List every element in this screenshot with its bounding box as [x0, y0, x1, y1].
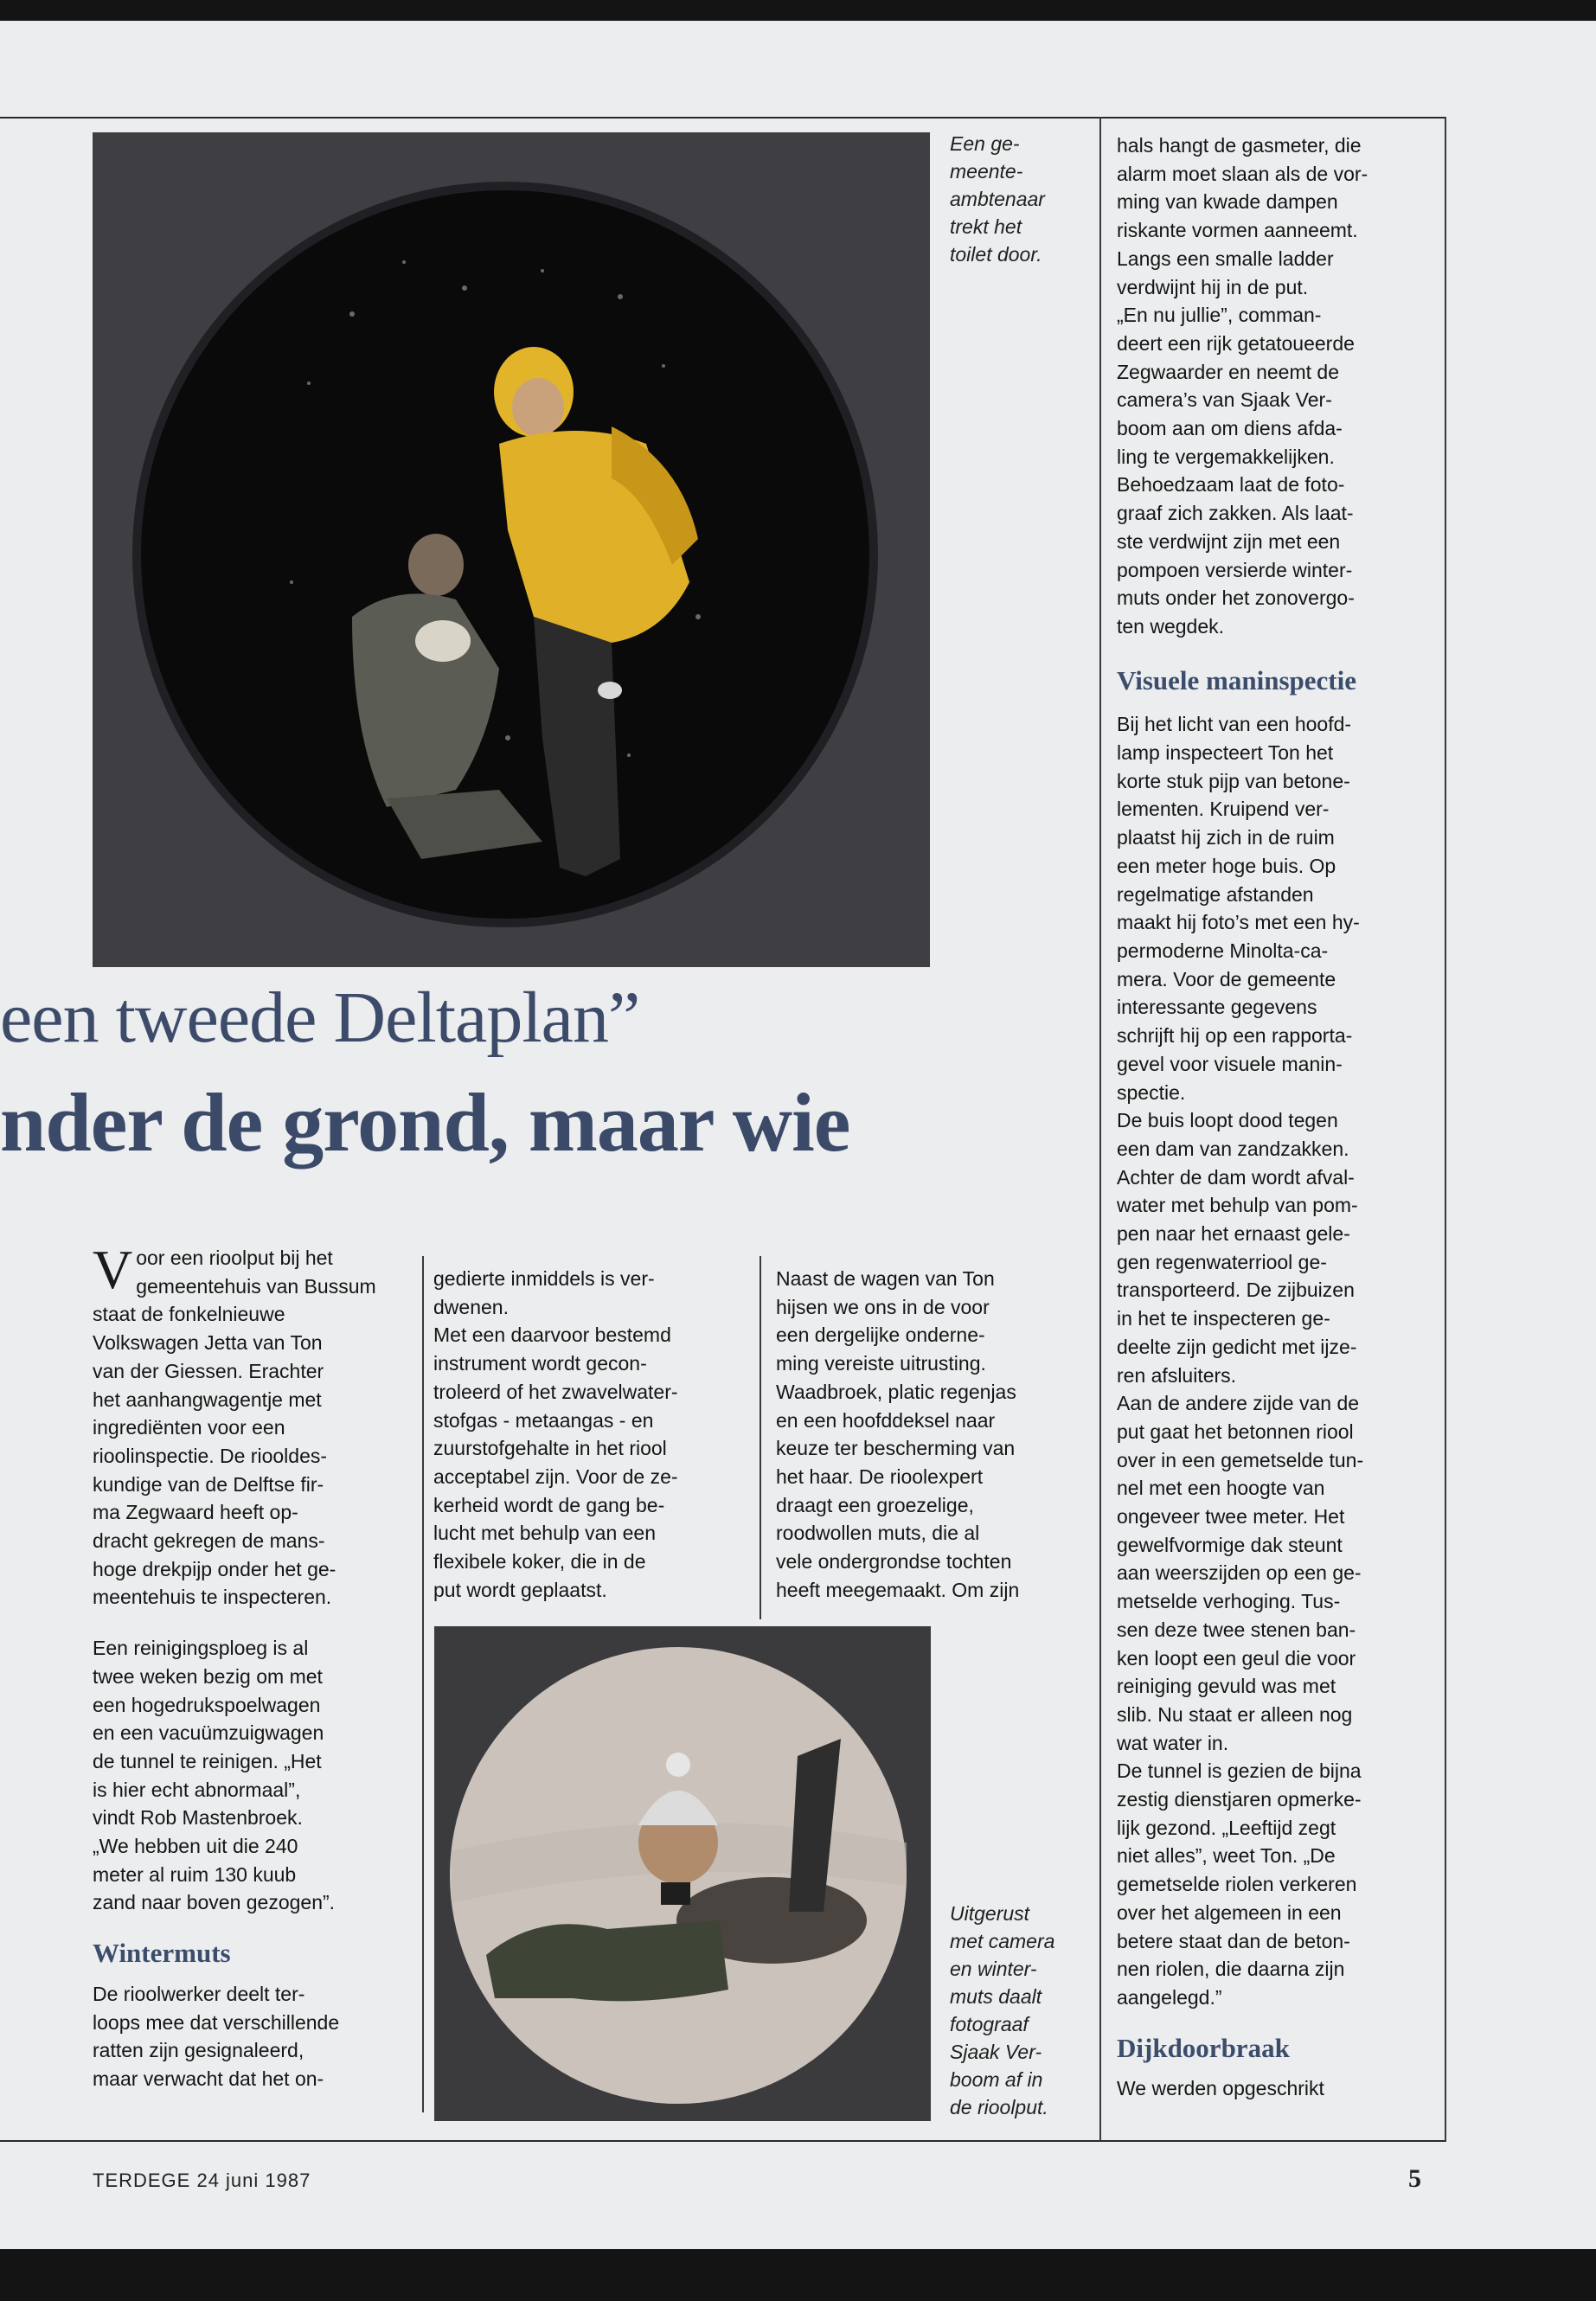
bottom-photo-caption: Uitgerust met camera en winter- muts daalt fotograaf Sjaak Ver- boom af in de rioolput.: [950, 1902, 1055, 2118]
article-column-4: [1117, 131, 1439, 2103]
column-rule: [760, 1256, 761, 1619]
bottom-rule: [0, 2140, 1446, 2142]
article-paragraph: gedierte inmiddels is ver- dwenen. Met een daarvoor bestemd instrument wordt gecon- troleerd of het zwavelwater- stofgas - metaangas - en zuurstofgehalte in het riool acceptabel zijn. Voor de ze- kerheid wordt de gang be- lucht met behulp van een flexibele koker, die in de put wordt geplaatst.: [433, 1267, 678, 1601]
bottom-photo: [434, 1626, 931, 2121]
photographer-manhole-photo: [434, 1626, 931, 2121]
sewer-workers-photo: [93, 132, 930, 967]
article-paragraph: Een reinigingsploeg is al twee weken bezig om met een hogedrukspoelwagen en een vacuümzuigwagen de tunnel te reinigen. „Het is hier echt abnormaal”, vindt Rob Mastenbroek. „We hebben uit die 240 meter al ruim 130 kuub zand naar boven gezogen”.: [93, 1637, 336, 1914]
drop-cap: V: [93, 1239, 133, 1300]
top-rule: [0, 117, 1446, 119]
article-column-2: [433, 1265, 753, 1604]
top-photo-caption: Een ge- meente- ambtenaar trekt het toilet door.: [950, 132, 1045, 266]
subheading: Dijkdoorbraak: [1117, 2032, 1290, 2063]
top-photo: [93, 132, 930, 967]
article-paragraph: [93, 1239, 413, 1612]
article-column-3: [776, 1265, 1096, 1604]
column-rule: [1099, 117, 1101, 2141]
column-rule: [422, 1256, 424, 2112]
article-paragraph: We werden opgeschrikt: [1117, 2077, 1324, 2100]
article-paragraph: Naast de wagen van Ton hijsen we ons in de voor een dergelijke onderne- ming vereiste uitrusting. Waadbroek, platic regenjas en een hoofddeksel naar keuze ter bescherming van het haar. De rioolexpert draagt een groezelige, roodwollen muts, die al vele ondergrondse tochten heeft meegemaakt. Om zijn: [776, 1267, 1020, 1601]
scan-border-bottom: [0, 2249, 1596, 2301]
subheading: Visuele maninspectie: [1117, 664, 1356, 695]
article-column-1: [93, 1239, 413, 2093]
column-rule: [1445, 117, 1446, 2141]
page-number: 5: [1408, 2164, 1421, 2193]
subheading: Wintermuts: [93, 1938, 231, 1969]
article-paragraph: hals hangt de gasmeter, die alarm moet slaan als de vor- ming van kwade dampen riskante vormen aanneemt. Langs een smalle ladder verdwijnt hij in de put. „En nu jullie”, comman- deert een rijk getatoueerde Zegwaarder en neemt de camera’s van Sjaak Ver- boom aan om diens afda- ling te vergemakkelijken. Behoedzaam laat de foto- graaf zich zakken. Als laat- ste verdwijnt zijn met een pompoen versierde winter- muts onder het zonovergo- ten wegdek.: [1117, 134, 1368, 638]
paragraph-text: oor een rioolput bij het gemeentehuis van Bussum staat de fonkelnieuwe Volkswagen Jetta van Ton van der Giessen. Erachter het aanhangwagentje met ingrediënten voor een rioolinspectie. De riooldes- kundige van de Delftse fir- ma Zegwaard heeft op- dracht gekregen de mans- hoge drekpijp onder het ge- meentehuis te inspecteren.: [93, 1247, 376, 1609]
headline-line-2: nder de grond, maar wie: [0, 1076, 850, 1169]
publication-footer: TERDEGE 24 juni 1987: [93, 2170, 311, 2191]
article-paragraph: Bij het licht van een hoofd- lamp inspecteert Ton het korte stuk pijp van betone- lementen. Kruipend ver- plaatst hij zich in de ruim een meter hoge buis. Op regelmatige afstanden maakt hij foto’s met een hy- permoderne Minolta-ca- mera. Voor de gemeente interessante gegevens schrijft hij op een rapporta- gevel voor visuele manin- spectie. De buis loopt dood tegen een dam van zandzakken. Achter de dam wordt afval- water met behulp van pom- pen naar het ernaast gele- gen regenwaterriool ge- transporteerd. De zijbuizen in het te inspecteren ge- deelte zijn gedicht met ijze- ren afsluiters. Aan de andere zijde van de put gaat het betonnen riool over in een gemetselde tun- nel met een hoogte van ongeveer twee meter. Het gewelfvormige dak steunt aan weerszijden op een ge- metselde verhoging. Tus- sen deze twee stenen ban- ken loopt een geul die voor reiniging gevuld was met slib. Nu staat er alleen nog wat water in. De tunnel is gezien de bijna zestig dienstjaren opmerke- lijk gezond. „Leeftijd zegt niet alles”, weet Ton. „De gemetselde riolen verkeren over het algemeen in een betere staat dan de beton- nen riolen, die daarna zijn aangelegd.”: [1117, 713, 1364, 2009]
article-paragraph: De rioolwerker deelt ter- loops mee dat verschillende ratten zijn gesignaleerd, maar verwacht dat het on-: [93, 1982, 340, 2090]
headline-line-1: een tweede Deltaplan”: [0, 977, 640, 1058]
scan-border-top: [0, 0, 1596, 21]
